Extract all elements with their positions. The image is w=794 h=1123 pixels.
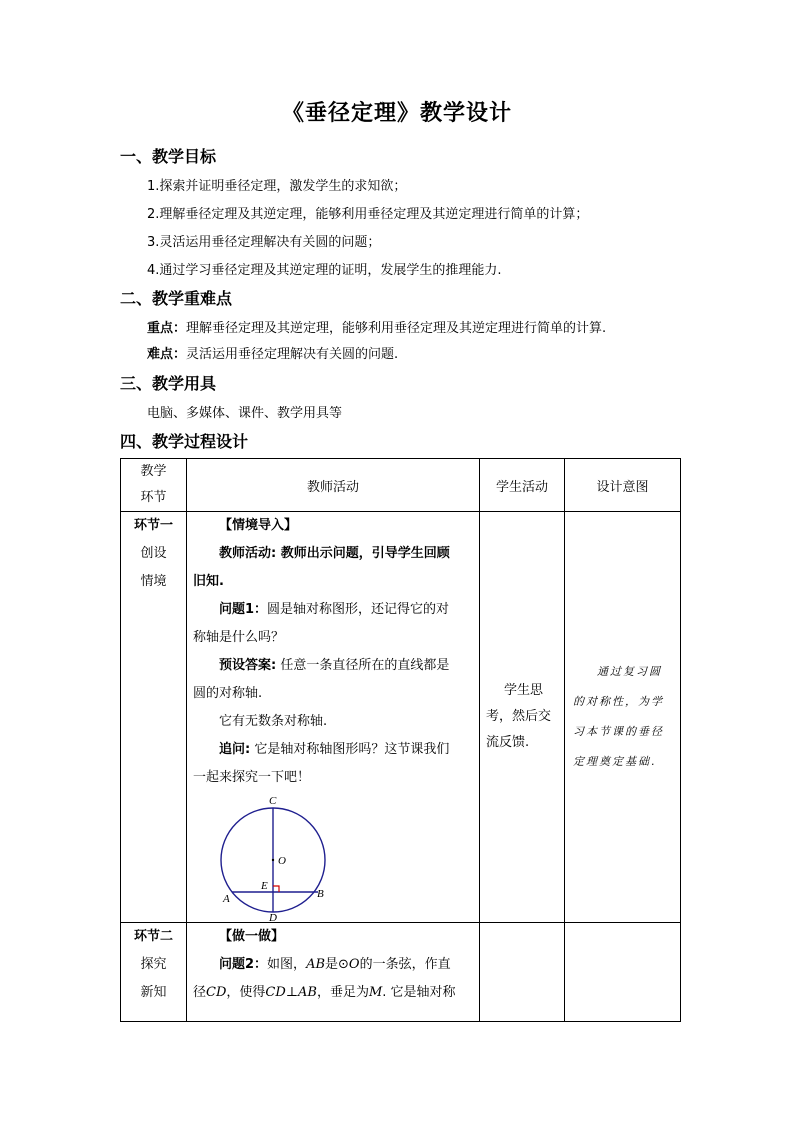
focus-text: 理解垂径定理及其逆定理，能够利用垂径定理及其逆定理进行简单的计算. (186, 321, 607, 336)
section-tag: 【情境导入】 (219, 518, 298, 533)
teacher-label: 教师活动: (219, 546, 277, 561)
process-heading: 四、教学过程设计 (120, 432, 249, 451)
label-e: E (261, 880, 268, 892)
follow-up-text: 一起来探究一下吧！ (193, 770, 311, 785)
question-text: 的一条弦，作直 (359, 957, 451, 972)
header-teacher: 教师活动 (187, 459, 480, 512)
math-m: M (368, 985, 383, 1000)
student-activity-cell (480, 923, 565, 1022)
header-student: 学生活动 (480, 459, 565, 512)
focus-label: 重点： (147, 321, 187, 336)
stage-line: 新知 (140, 985, 167, 1000)
question-text: 径 (193, 985, 207, 1000)
circle-figure (217, 794, 357, 922)
header-stage (121, 459, 187, 512)
design-intent-cell (565, 923, 681, 1022)
math-ab: AB (306, 957, 326, 972)
question-line (193, 596, 473, 624)
header-stage-line: 教学 (140, 464, 167, 479)
question-line (193, 951, 473, 979)
intent-line: 定理奠定基础. (573, 755, 657, 768)
goal-item: 4.通过学习垂径定理及其逆定理的证明，发展学生的推理能力. (147, 263, 502, 278)
answer-line (193, 652, 473, 680)
intent-line: 习本节课的垂径 (573, 725, 664, 738)
question-text: 如图， (267, 957, 307, 972)
intent-line: 通过复习圆 (597, 665, 662, 678)
student-line: 流反馈. (486, 735, 530, 750)
student-line: 考，然后交 (486, 709, 552, 724)
student-line: 学生思 (504, 683, 544, 698)
goal-item: 1.探索并证明垂径定理，激发学生的求知欲； (147, 179, 407, 194)
question-text: ，垂足为 (316, 985, 369, 1000)
key-points-heading: 二、教学重难点 (120, 289, 233, 308)
difficulty-label: 难点： (147, 347, 187, 362)
question-text: 圆是轴对称图形，还记得它的对 (267, 602, 450, 617)
student-activity-cell (480, 512, 565, 923)
intent-line: 的对称性，为学 (573, 695, 664, 708)
teacher-activity-cell (187, 512, 480, 923)
label-b: B (317, 888, 324, 900)
question-label: 问题2： (219, 957, 268, 972)
label-c: C (269, 795, 277, 807)
goal-item: 3.灵活运用垂径定理解决有关圆的问题； (147, 235, 381, 250)
focus-line (147, 317, 606, 336)
label-a: A (223, 893, 230, 905)
stage-title: 环节二 (133, 929, 173, 944)
process-table (120, 458, 681, 1022)
teacher-text: 旧知. (193, 574, 224, 589)
goals-heading: 一、教学目标 (120, 147, 217, 166)
follow-up-label: 追问: (219, 742, 251, 757)
question-label: 问题1： (219, 602, 268, 617)
stage-line: 探究 (140, 957, 167, 972)
math-cd-perp-ab: CD⊥AB (265, 985, 317, 1000)
table-header-row (121, 459, 681, 512)
goal-item: 2.理解垂径定理及其逆定理，能够利用垂径定理及其逆定理进行简单的计算； (147, 207, 589, 222)
question-text: 是⊙ (325, 957, 349, 972)
question-line (193, 979, 473, 1007)
label-d: D (269, 912, 277, 922)
teacher-activity-cell (187, 923, 480, 1022)
center-point (272, 859, 274, 861)
math-o: O (348, 957, 360, 972)
question-text: . 它是轴对称 (382, 985, 456, 1000)
header-stage-line: 环节 (140, 490, 167, 505)
follow-up-text: 它是轴对称轴图形吗？这节课我们 (250, 742, 450, 757)
answer-label: 预设答案: (219, 658, 277, 673)
question-text: ，使得 (226, 985, 266, 1000)
label-o: O (278, 855, 286, 867)
right-angle-mark (273, 886, 279, 892)
stage-cell (121, 923, 187, 1022)
math-cd: CD (206, 985, 227, 1000)
stage-cell (121, 512, 187, 923)
difficulty-text: 灵活运用垂径定理解决有关圆的问题. (186, 347, 399, 362)
header-intent: 设计意图 (565, 459, 681, 512)
question-text: 称轴是什么吗？ (193, 630, 285, 645)
answer-text: 任意一条直径所在的直线都是 (276, 658, 450, 673)
stage-line: 情境 (140, 574, 167, 589)
answer-text: 圆的对称轴. (193, 686, 263, 701)
tools-text: 电脑、多媒体、课件、教学用具等 (147, 406, 343, 421)
table-row (121, 512, 681, 923)
tools-heading: 三、教学用具 (120, 374, 217, 393)
section-tag: 【做一做】 (219, 929, 285, 944)
teacher-activity-line (193, 540, 473, 568)
stage-title: 环节一 (133, 518, 173, 533)
answer-text: 它有无数条对称轴. (219, 714, 328, 729)
difficulty-line (147, 343, 398, 362)
table-row (121, 923, 681, 1022)
design-intent-cell (565, 512, 681, 923)
follow-up-line (193, 736, 473, 764)
document-title: 《垂径定理》教学设计 (281, 101, 512, 126)
stage-line: 创设 (140, 546, 167, 561)
teacher-text: 教师出示问题，引导学生回顾 (276, 546, 450, 561)
